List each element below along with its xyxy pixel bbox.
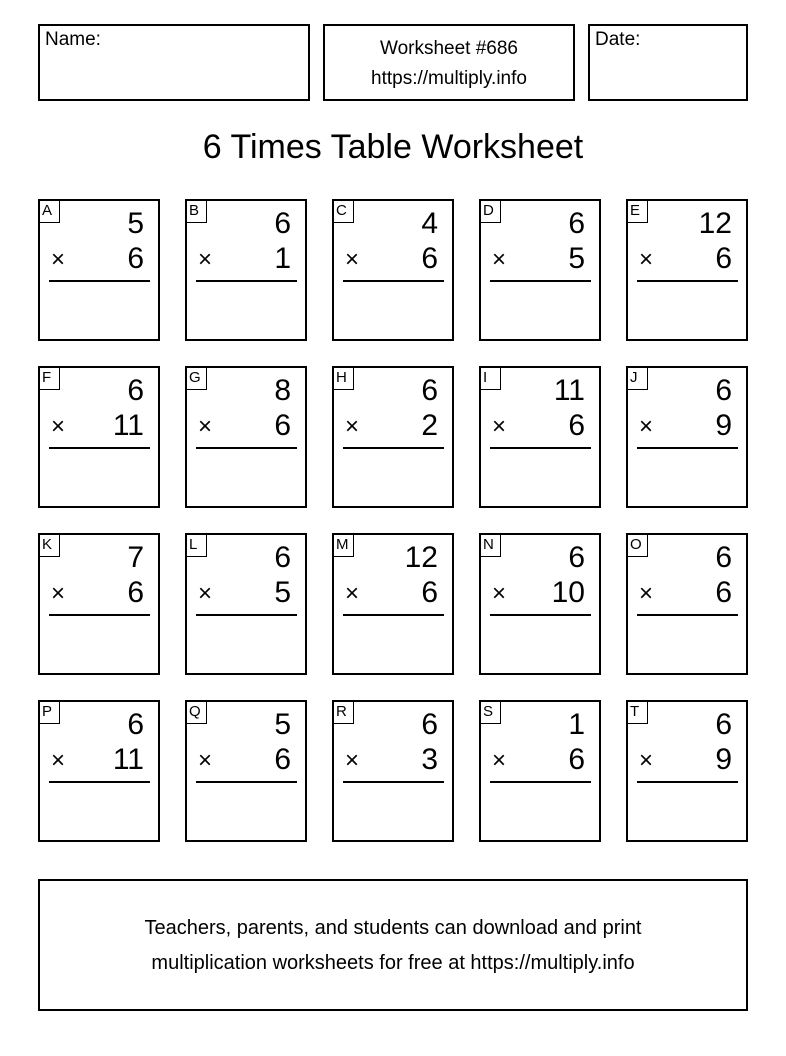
answer-line [49,280,150,282]
multiplicand: 6 [421,374,438,407]
times-icon: × [639,747,654,774]
worksheet-url: https://multiply.info [371,68,527,89]
worksheet-info-box [323,24,575,101]
problem-label: P [40,702,60,724]
multiplier: 10 [551,576,585,609]
problem-label: B [187,201,207,223]
multiplier: 6 [568,743,585,776]
times-icon: × [345,246,360,273]
problem-label: N [481,535,501,557]
times-icon: × [345,580,360,607]
problem-label: D [481,201,501,223]
multiplier: 3 [421,743,438,776]
times-icon: × [639,580,654,607]
answer-line [637,447,738,449]
multiplicand: 1 [568,708,585,741]
answer-line [637,781,738,783]
multiplicand: 6 [274,207,291,240]
problem-card[interactable] [626,366,748,508]
multiplicand: 4 [421,207,438,240]
multiplicand: 12 [404,541,438,574]
times-icon: × [345,413,360,440]
name-field[interactable] [38,24,310,101]
times-icon: × [492,413,507,440]
answer-line [637,280,738,282]
answer-line [490,447,591,449]
problem-card[interactable] [38,366,160,508]
problem-label: Q [187,702,207,724]
multiplier: 1 [274,242,291,275]
problem-label: L [187,535,207,557]
multiplier: 6 [715,242,732,275]
problem-card[interactable] [185,366,307,508]
answer-line [196,447,297,449]
times-icon: × [198,580,213,607]
answer-line [343,447,444,449]
footer-line-2: multiplication worksheets for free at https://multiply.info [151,952,635,974]
multiplicand: 5 [274,708,291,741]
answer-line [49,447,150,449]
name-label: Name: [45,29,101,50]
problem-card[interactable] [38,700,160,842]
problem-card[interactable] [479,700,601,842]
multiplier: 5 [568,242,585,275]
footer-line-1: Teachers, parents, and students can download and print [144,917,642,939]
problem-card[interactable] [332,366,454,508]
problem-label: M [334,535,354,557]
problem-label: F [40,368,60,390]
problem-card[interactable] [332,199,454,341]
times-icon: × [492,246,507,273]
problem-card[interactable] [479,366,601,508]
date-label: Date: [595,29,641,50]
multiplier: 9 [715,409,732,442]
answer-line [49,781,150,783]
answer-line [343,280,444,282]
problem-label: R [334,702,354,724]
problem-card[interactable] [479,533,601,675]
answer-line [196,280,297,282]
multiplicand: 6 [568,207,585,240]
problem-card[interactable] [332,700,454,842]
multiplier: 6 [127,242,144,275]
multiplier: 6 [274,743,291,776]
answer-line [196,781,297,783]
multiplicand: 8 [274,374,291,407]
multiplier: 6 [715,576,732,609]
times-icon: × [198,413,213,440]
multiplier: 6 [421,576,438,609]
date-field[interactable] [588,24,748,101]
problem-label: O [628,535,648,557]
page-title: 6 Times Table Worksheet [202,128,584,166]
times-icon: × [639,413,654,440]
multiplier: 6 [127,576,144,609]
multiplicand: 5 [127,207,144,240]
times-icon: × [639,246,654,273]
answer-line [637,614,738,616]
answer-line [490,781,591,783]
problem-card[interactable] [626,700,748,842]
problem-label: E [628,201,648,223]
problem-label: J [628,368,648,390]
multiplicand: 6 [274,541,291,574]
problem-card[interactable] [185,533,307,675]
problem-card[interactable] [38,199,160,341]
problem-label: I [481,368,501,390]
multiplier: 6 [568,409,585,442]
times-icon: × [198,747,213,774]
multiplier: 11 [112,409,144,442]
multiplier: 6 [274,409,291,442]
problem-card[interactable] [185,700,307,842]
multiplicand: 6 [127,374,144,407]
multiplicand: 11 [553,374,585,407]
problem-card[interactable] [626,533,748,675]
answer-line [343,781,444,783]
multiplicand: 6 [421,708,438,741]
multiplier: 9 [715,743,732,776]
times-icon: × [492,747,507,774]
problem-label: K [40,535,60,557]
answer-line [490,614,591,616]
multiplier: 11 [112,743,144,776]
multiplicand: 6 [715,541,732,574]
answer-line [490,280,591,282]
problem-card[interactable] [38,533,160,675]
times-icon: × [345,747,360,774]
problem-label: H [334,368,354,390]
multiplier: 5 [274,576,291,609]
answer-line [196,614,297,616]
multiplier: 2 [421,409,438,442]
times-icon: × [51,413,66,440]
problem-card[interactable] [479,199,601,341]
problem-card[interactable] [185,199,307,341]
problem-card[interactable] [332,533,454,675]
problem-label: G [187,368,207,390]
answer-line [49,614,150,616]
times-icon: × [492,580,507,607]
worksheet-number: Worksheet #686 [379,38,518,59]
problem-label: S [481,702,501,724]
times-icon: × [198,246,213,273]
multiplicand: 7 [127,541,144,574]
multiplicand: 6 [568,541,585,574]
footer-box [38,879,748,1011]
multiplicand: 6 [715,374,732,407]
multiplicand: 6 [715,708,732,741]
problem-label: T [628,702,648,724]
problem-label: A [40,201,60,223]
times-icon: × [51,580,66,607]
multiplicand: 12 [698,207,732,240]
answer-line [343,614,444,616]
problem-card[interactable] [626,199,748,341]
times-icon: × [51,246,66,273]
problem-label: C [334,201,354,223]
multiplier: 6 [421,242,438,275]
times-icon: × [51,747,66,774]
multiplicand: 6 [127,708,144,741]
